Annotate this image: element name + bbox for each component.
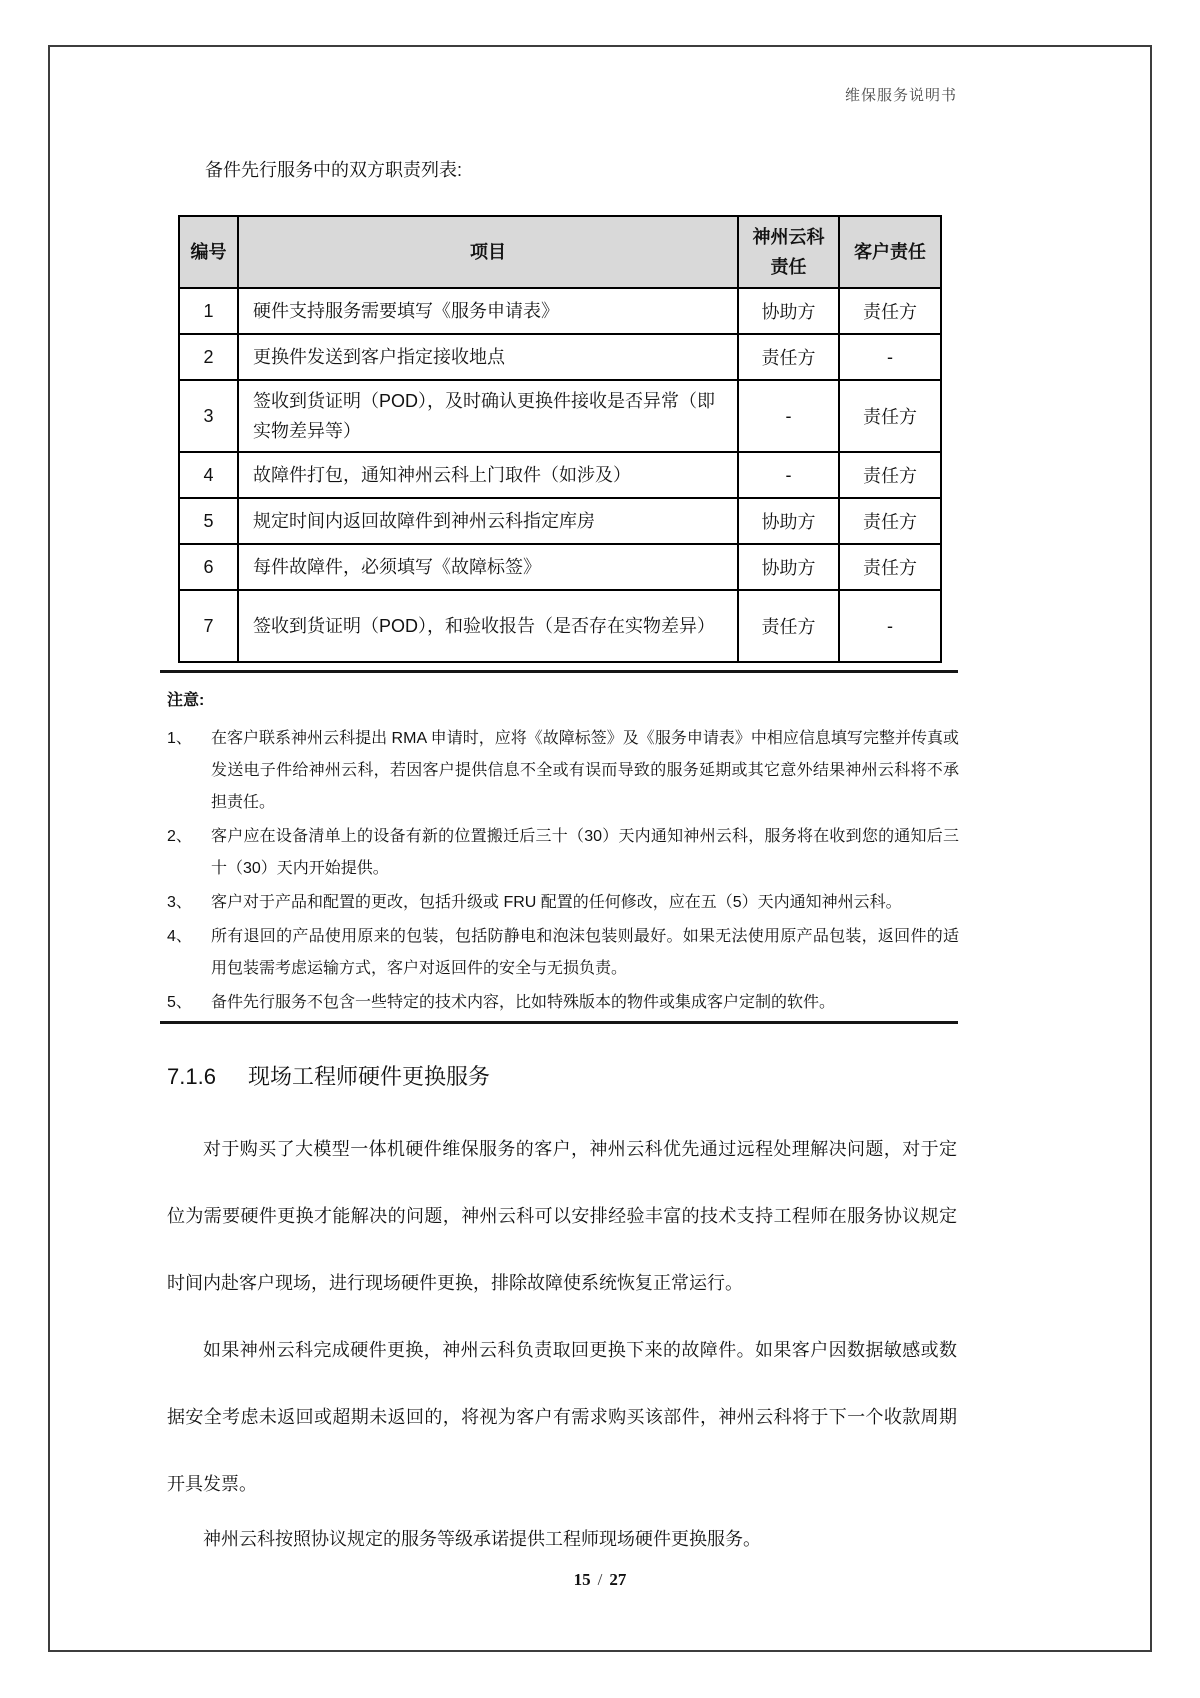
table-row <box>179 380 941 452</box>
cell-vendor: 协助方 <box>738 288 839 334</box>
cell-vendor: 责任方 <box>738 334 839 380</box>
cell-item: 硬件支持服务需要填写《服务申请表》 <box>238 288 738 334</box>
header-cell-no: 编号 <box>179 216 238 288</box>
table-row <box>179 590 941 662</box>
cell-vendor: 协助方 <box>738 544 839 590</box>
note-number: 1、 <box>167 730 192 747</box>
cell-customer: 责任方 <box>839 380 941 452</box>
list-item <box>167 887 959 919</box>
note-number: 2、 <box>167 828 192 845</box>
cell-customer: - <box>839 334 941 380</box>
cell-customer: - <box>839 590 941 662</box>
table-row <box>179 334 941 380</box>
cell-vendor: 协助方 <box>738 498 839 544</box>
page-current: 15 <box>573 1570 591 1589</box>
table-row <box>179 498 941 544</box>
cell-no: 3 <box>179 380 238 452</box>
horizontal-divider <box>160 1021 958 1024</box>
section-heading <box>167 1060 490 1091</box>
notes-label: 注意: <box>167 692 205 709</box>
section-body <box>167 1116 957 1573</box>
section-title: 现场工程师硬件更换服务 <box>247 1064 490 1089</box>
note-text: 客户对于产品和配置的更改，包括升级或 FRU 配置的任何修改，应在五（5）天内通知神州云科。 <box>211 894 902 911</box>
cell-item: 更换件发送到客户指定接收地点 <box>238 334 738 380</box>
header-cell-customer: 客户责任 <box>839 216 941 288</box>
cell-no: 1 <box>179 288 238 334</box>
note-text: 在客户联系神州云科提出 RMA 申请时，应将《故障标签》及《服务申请表》中相应信息填写完整并传真或发送电子件给神州云科，若因客户提供信息不全或有误而导致的服务延期或其它意外结果神州云科将不承担责任。 <box>211 730 959 811</box>
table-row <box>179 544 941 590</box>
cell-customer: 责任方 <box>839 498 941 544</box>
responsibility-table <box>178 215 942 663</box>
cell-item: 签收到货证明（POD），和验收报告（是否存在实物差异） <box>238 590 738 662</box>
cell-no: 2 <box>179 334 238 380</box>
note-number: 4、 <box>167 928 192 945</box>
cell-no: 4 <box>179 452 238 498</box>
cell-item: 规定时间内返回故障件到神州云科指定库房 <box>238 498 738 544</box>
horizontal-divider <box>160 670 958 673</box>
cell-customer: 责任方 <box>839 288 941 334</box>
document-header-title: 维保服务说明书 <box>844 87 957 104</box>
cell-vendor: - <box>738 452 839 498</box>
page-number <box>0 1570 1200 1590</box>
header-cell-item: 项目 <box>238 216 738 288</box>
list-item <box>167 987 959 1019</box>
section-number: 7.1.6 <box>167 1064 216 1089</box>
cell-vendor: - <box>738 380 839 452</box>
header-cell-vendor <box>738 216 839 288</box>
body-paragraph: 神州云科按照协议规定的服务等级承诺提供工程师现场硬件更换服务。 <box>203 1529 761 1549</box>
body-paragraph: 如果神州云科完成硬件更换，神州云科负责取回更换下来的故障件。如果客户因数据敏感或数据安全考虑未返回或超期未返回的，将视为客户有需求购买该部件，神州云科将于下一个收款周期开具发票。 <box>167 1340 957 1494</box>
cell-no: 5 <box>179 498 238 544</box>
table-intro-line: 备件先行服务中的双方职责列表: <box>205 160 462 180</box>
page-separator: / <box>597 1570 603 1589</box>
note-text: 客户应在设备清单上的设备有新的位置搬迁后三十（30）天内通知神州云科，服务将在收到您的通知后三十（30）天内开始提供。 <box>211 828 959 877</box>
cell-no: 7 <box>179 590 238 662</box>
cell-item: 故障件打包，通知神州云科上门取件（如涉及） <box>238 452 738 498</box>
cell-customer: 责任方 <box>839 452 941 498</box>
table-row <box>179 452 941 498</box>
list-item <box>167 723 959 819</box>
cell-customer: 责任方 <box>839 544 941 590</box>
cell-vendor: 责任方 <box>738 590 839 662</box>
table-row <box>179 288 941 334</box>
cell-item: 签收到货证明（POD），及时确认更换件接收是否异常（即实物差异等） <box>238 380 738 452</box>
note-text: 备件先行服务不包含一些特定的技术内容，比如特殊版本的物件或集成客户定制的软件。 <box>211 994 836 1011</box>
header-vendor-line1: 神州云科 <box>752 227 825 247</box>
note-number: 5、 <box>167 994 192 1011</box>
list-item <box>167 821 959 885</box>
cell-item: 每件故障件，必须填写《故障标签》 <box>238 544 738 590</box>
page-total: 27 <box>609 1570 627 1589</box>
cell-no: 6 <box>179 544 238 590</box>
note-text: 所有退回的产品使用原来的包装，包括防静电和泡沫包装则最好。如果无法使用原产品包装，返回件的适用包装需考虑运输方式，客户对返回件的安全与无损负责。 <box>211 928 959 977</box>
list-item <box>167 921 959 985</box>
table-header-row <box>179 216 941 288</box>
body-paragraph: 对于购买了大模型一体机硬件维保服务的客户，神州云科优先通过远程处理解决问题，对于定位为需要硬件更换才能解决的问题，神州云科可以安排经验丰富的技术支持工程师在服务协议规定时间内赴客户现场，进行现场硬件更换，排除故障使系统恢复正常运行。 <box>167 1139 957 1293</box>
header-vendor-line2: 责任 <box>770 257 807 277</box>
note-number: 3、 <box>167 894 192 911</box>
notes-list <box>167 723 959 1021</box>
